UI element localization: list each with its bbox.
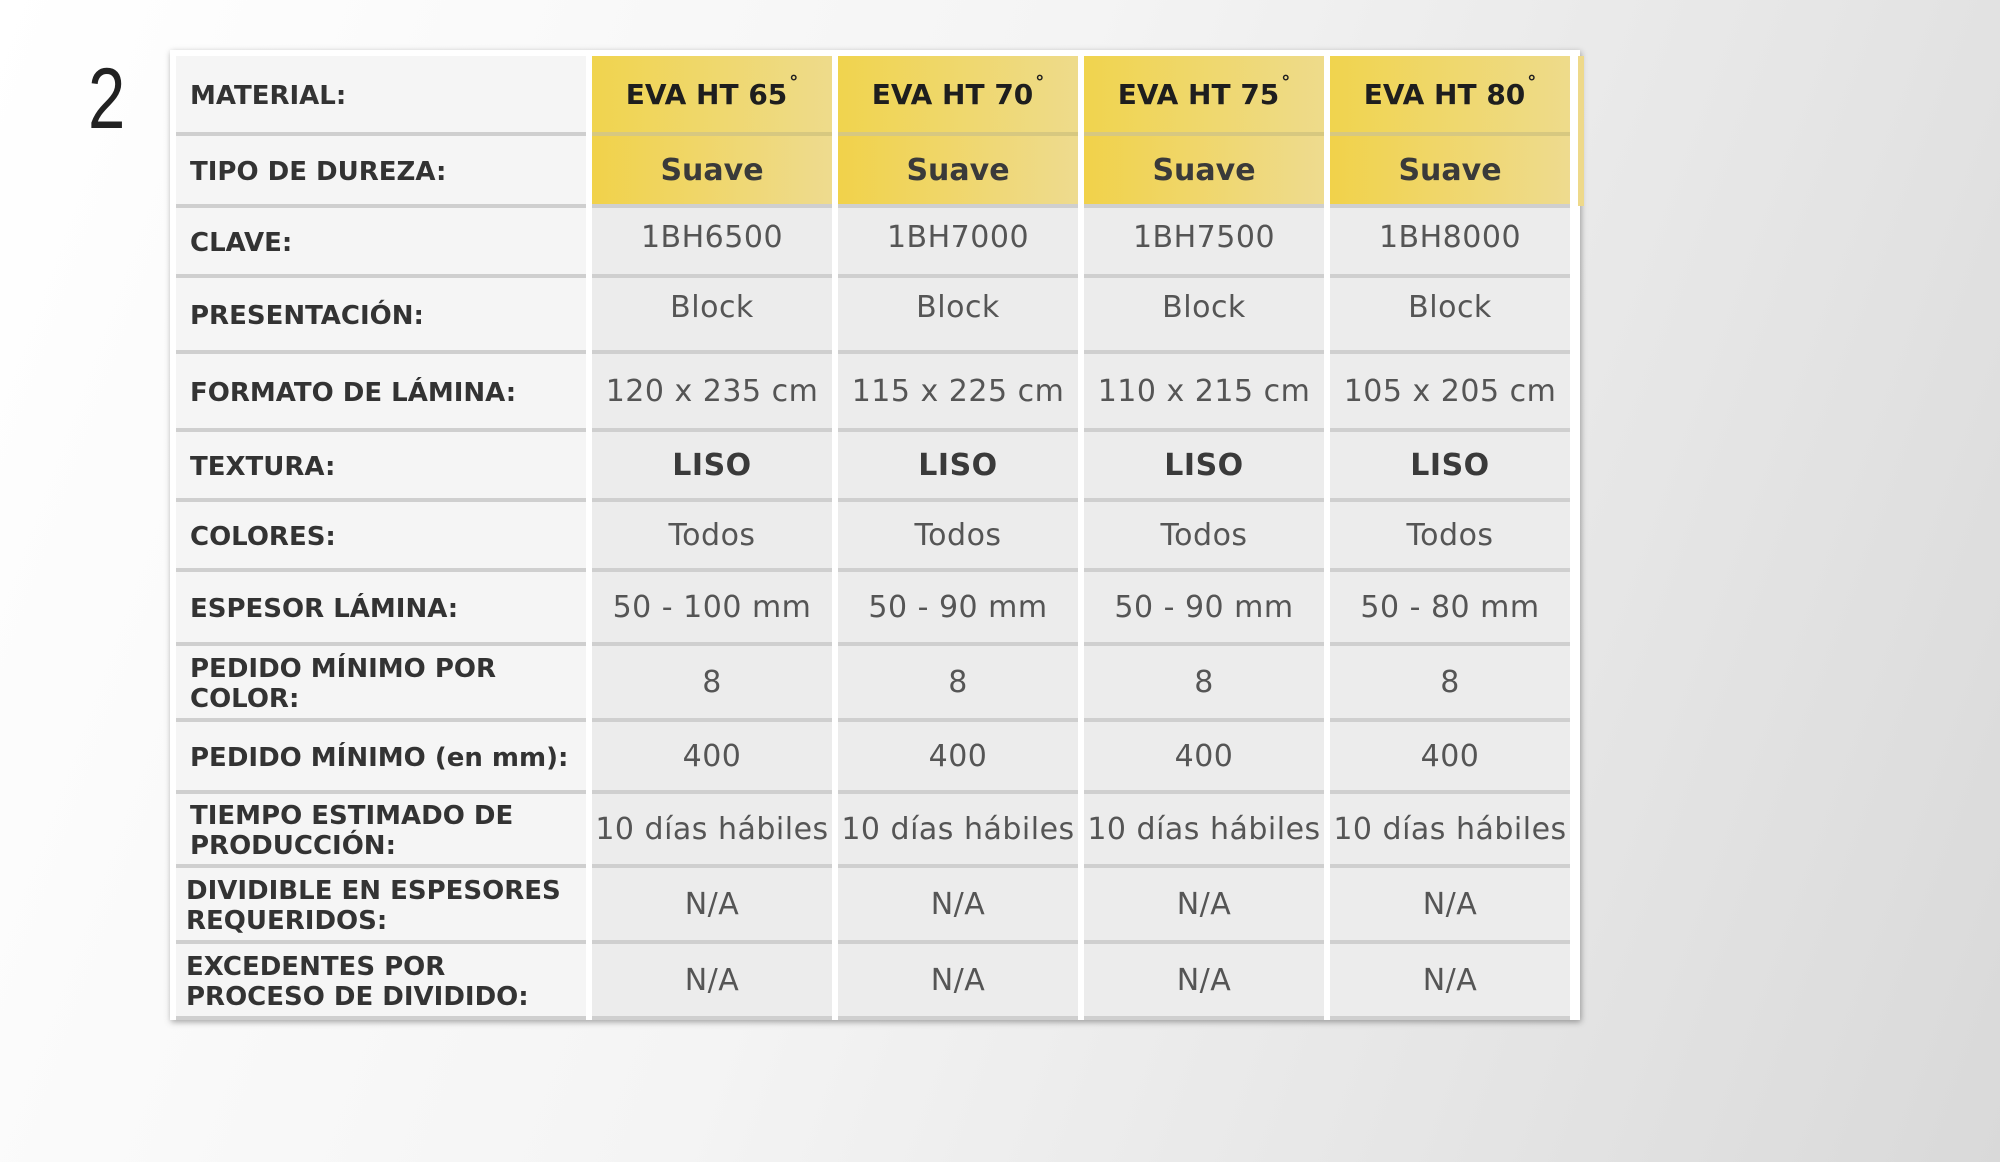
table-cell: 400 — [592, 722, 832, 794]
table-cell: N/A — [838, 868, 1078, 944]
table-cell: Todos — [838, 502, 1078, 572]
table-cell: 400 — [1330, 722, 1570, 794]
degree-symbol: ° — [1035, 71, 1045, 93]
table-cell: 50 - 80 mm — [1330, 572, 1570, 646]
row-label-hardness: TIPO DE DUREZA: — [176, 136, 586, 208]
row-label-dividible: DIVIDIBLE EN ESPESORES REQUERIDOS: — [176, 868, 586, 944]
table-cell: 400 — [1084, 722, 1324, 794]
product-header — [592, 56, 832, 136]
table-cell: N/A — [592, 944, 832, 1020]
row-label-formato: FORMATO DE LÁMINA: — [176, 354, 586, 432]
hardness-cell: Suave — [592, 136, 832, 208]
table-cell: LISO — [1084, 432, 1324, 502]
row-label-pedido-mm: PEDIDO MÍNIMO (en mm): — [176, 722, 586, 794]
table-cell: Block — [838, 278, 1078, 354]
product-name: EVA HT 80 — [1363, 77, 1526, 111]
header-accent — [1578, 56, 1584, 206]
row-label-excedentes: EXCEDENTES POR PROCESO DE DIVIDIDO: — [176, 944, 586, 1020]
row-label-material: MATERIAL: — [176, 56, 586, 136]
row-label-presentacion: PRESENTACIÓN: — [176, 278, 586, 354]
table-cell: 110 x 215 cm — [1084, 354, 1324, 432]
table-cell: 120 x 235 cm — [592, 354, 832, 432]
table-cell: LISO — [1330, 432, 1570, 502]
row-label-espesor: ESPESOR LÁMINA: — [176, 572, 586, 646]
table-cell: Todos — [592, 502, 832, 572]
page-number: 2 — [88, 51, 126, 147]
table-cell: 1BH7000 — [838, 208, 1078, 278]
table-cell: N/A — [1084, 868, 1324, 944]
table-cell: 115 x 225 cm — [838, 354, 1078, 432]
row-label-pedido-color: PEDIDO MÍNIMO POR COLOR: — [176, 646, 586, 722]
table-cell: 50 - 100 mm — [592, 572, 832, 646]
table-cell: 50 - 90 mm — [838, 572, 1078, 646]
degree-symbol: ° — [1527, 71, 1537, 93]
table-cell: LISO — [592, 432, 832, 502]
table-cell: Todos — [1084, 502, 1324, 572]
degree-symbol: ° — [1281, 71, 1291, 93]
table-cell: LISO — [838, 432, 1078, 502]
product-header — [1330, 56, 1570, 136]
product-name: EVA HT 65 — [625, 77, 788, 111]
table-cell: Block — [1330, 278, 1570, 354]
product-name: EVA HT 75 — [1117, 77, 1280, 111]
row-label-tiempo: TIEMPO ESTIMADO DE PRODUCCIÓN: — [176, 794, 586, 868]
table-cell: Block — [592, 278, 832, 354]
spec-grid — [176, 56, 1574, 1014]
table-cell: N/A — [838, 944, 1078, 1020]
table-cell: 8 — [1084, 646, 1324, 722]
table-cell: N/A — [1330, 944, 1570, 1020]
table-cell: 8 — [592, 646, 832, 722]
table-cell: 105 x 205 cm — [1330, 354, 1570, 432]
table-cell: Todos — [1330, 502, 1570, 572]
table-cell: N/A — [592, 868, 832, 944]
spec-table — [170, 50, 1580, 1020]
hardness-cell: Suave — [838, 136, 1078, 208]
table-cell: 1BH6500 — [592, 208, 832, 278]
table-cell: 10 días hábiles — [838, 794, 1078, 868]
table-cell: 1BH8000 — [1330, 208, 1570, 278]
table-cell: 10 días hábiles — [1084, 794, 1324, 868]
product-header — [1084, 56, 1324, 136]
degree-symbol: ° — [789, 71, 799, 93]
row-label-colores: COLORES: — [176, 502, 586, 572]
table-cell: 1BH7500 — [1084, 208, 1324, 278]
row-label-textura: TEXTURA: — [176, 432, 586, 502]
table-cell: 10 días hábiles — [1330, 794, 1570, 868]
table-cell: 8 — [1330, 646, 1570, 722]
table-cell: 400 — [838, 722, 1078, 794]
table-cell: Block — [1084, 278, 1324, 354]
hardness-cell: Suave — [1330, 136, 1570, 208]
table-cell: N/A — [1084, 944, 1324, 1020]
row-label-clave: CLAVE: — [176, 208, 586, 278]
table-cell: 10 días hábiles — [592, 794, 832, 868]
hardness-cell: Suave — [1084, 136, 1324, 208]
product-name: EVA HT 70 — [871, 77, 1034, 111]
product-header — [838, 56, 1078, 136]
table-cell: 50 - 90 mm — [1084, 572, 1324, 646]
table-cell: N/A — [1330, 868, 1570, 944]
table-cell: 8 — [838, 646, 1078, 722]
